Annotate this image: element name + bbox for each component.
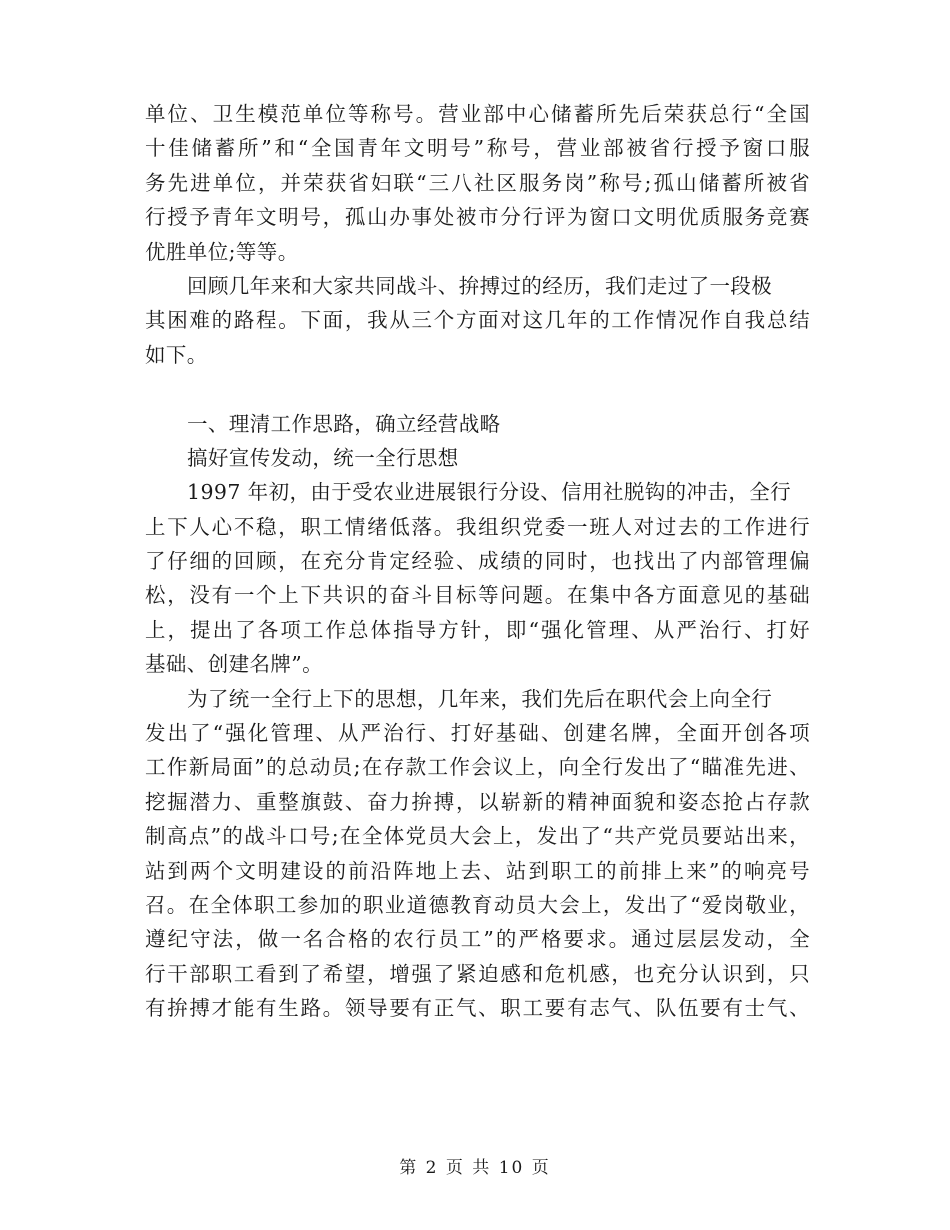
text-line: 有拚搏才能有生路。领导要有正气、职工要有志气、队伍要有士气、 [145,996,810,1021]
text-line: 制高点”的战斗口号;在全体党员大会上，发出了“共产党员要站出来， [145,824,810,849]
text-line: 发出了“强化管理、从严治行、打好基础、创建名牌，全面开创各项 [145,721,810,746]
text-line: 挖掘潜力、重整旗鼓、奋力拚搏，以崭新的精神面貌和姿态抢占存款 [145,789,810,814]
text-line: 基础、创建名牌”。 [145,652,324,677]
text-line: 上下人心不稳，职工情绪低落。我组织党委一班人对过去的工作进行 [145,514,810,539]
text-line: 其困难的路程。下面，我从三个方面对这几年的工作情况作自我总结 [145,308,810,333]
text-line: 了仔细的回顾，在充分肯定经验、成绩的同时，也找出了内部管理偏 [145,549,810,574]
text-line: 站到两个文明建设的前沿阵地上去、站到职工的前排上来”的响亮号 [145,858,810,883]
text-line: 行干部职工看到了希望，增强了紧迫感和危机感，也充分认识到，只 [145,961,810,986]
text-line: 十佳储蓄所”和“全国青年文明号”称号，营业部被省行授予窗口服 [145,136,810,161]
text-line: 优胜单位;等等。 [145,239,299,264]
text-line: 单位、卫生模范单位等称号。营业部中心储蓄所先后荣获总行“全国 [145,102,810,126]
text-line: 如下。 [145,342,208,367]
text-line: 上，提出了各项工作总体指导方针，即“强化管理、从严治行、打好 [145,617,810,642]
text-line: 务先进单位，并荣获省妇联“三八社区服务岗”称号;孤山储蓄所被省 [145,170,810,195]
text-line: 工作新局面”的总动员;在存款工作会议上，向全行发出了“瞄准先进、 [145,755,810,780]
text-line: 1997 年初，由于受农业进展银行分设、信用社脱钩的冲击，全行 [187,480,792,505]
paragraph-gap [145,372,810,406]
document-body [145,97,810,1026]
text-line: 回顾几年来和大家共同战斗、拚搏过的经历，我们走过了一段极 [187,273,773,298]
text-line: 为了统一全行上下的思想，几年来，我们先后在职代会上向全行 [187,686,773,711]
text-line: 遵纪守法，做一名合格的农行员工”的严格要求。通过层层发动，全 [145,927,810,952]
text-line: 松，没有一个上下共识的奋斗目标等问题。在集中各方面意见的基础 [145,583,810,608]
section-heading: 一、理清工作思路，确立经营战略 [187,411,501,436]
text-line: 召。在全体职工参加的职业道德教育动员大会上，发出了“爱岗敬业， [145,892,810,917]
text-line: 行授予青年文明号，孤山办事处被市分行评为窗口文明优质服务竞赛 [145,205,810,230]
page-number-footer: 第 2 页 共 10 页 [399,1158,551,1178]
subsection-heading: 搞好宣传发动，统一全行思想 [187,445,459,470]
